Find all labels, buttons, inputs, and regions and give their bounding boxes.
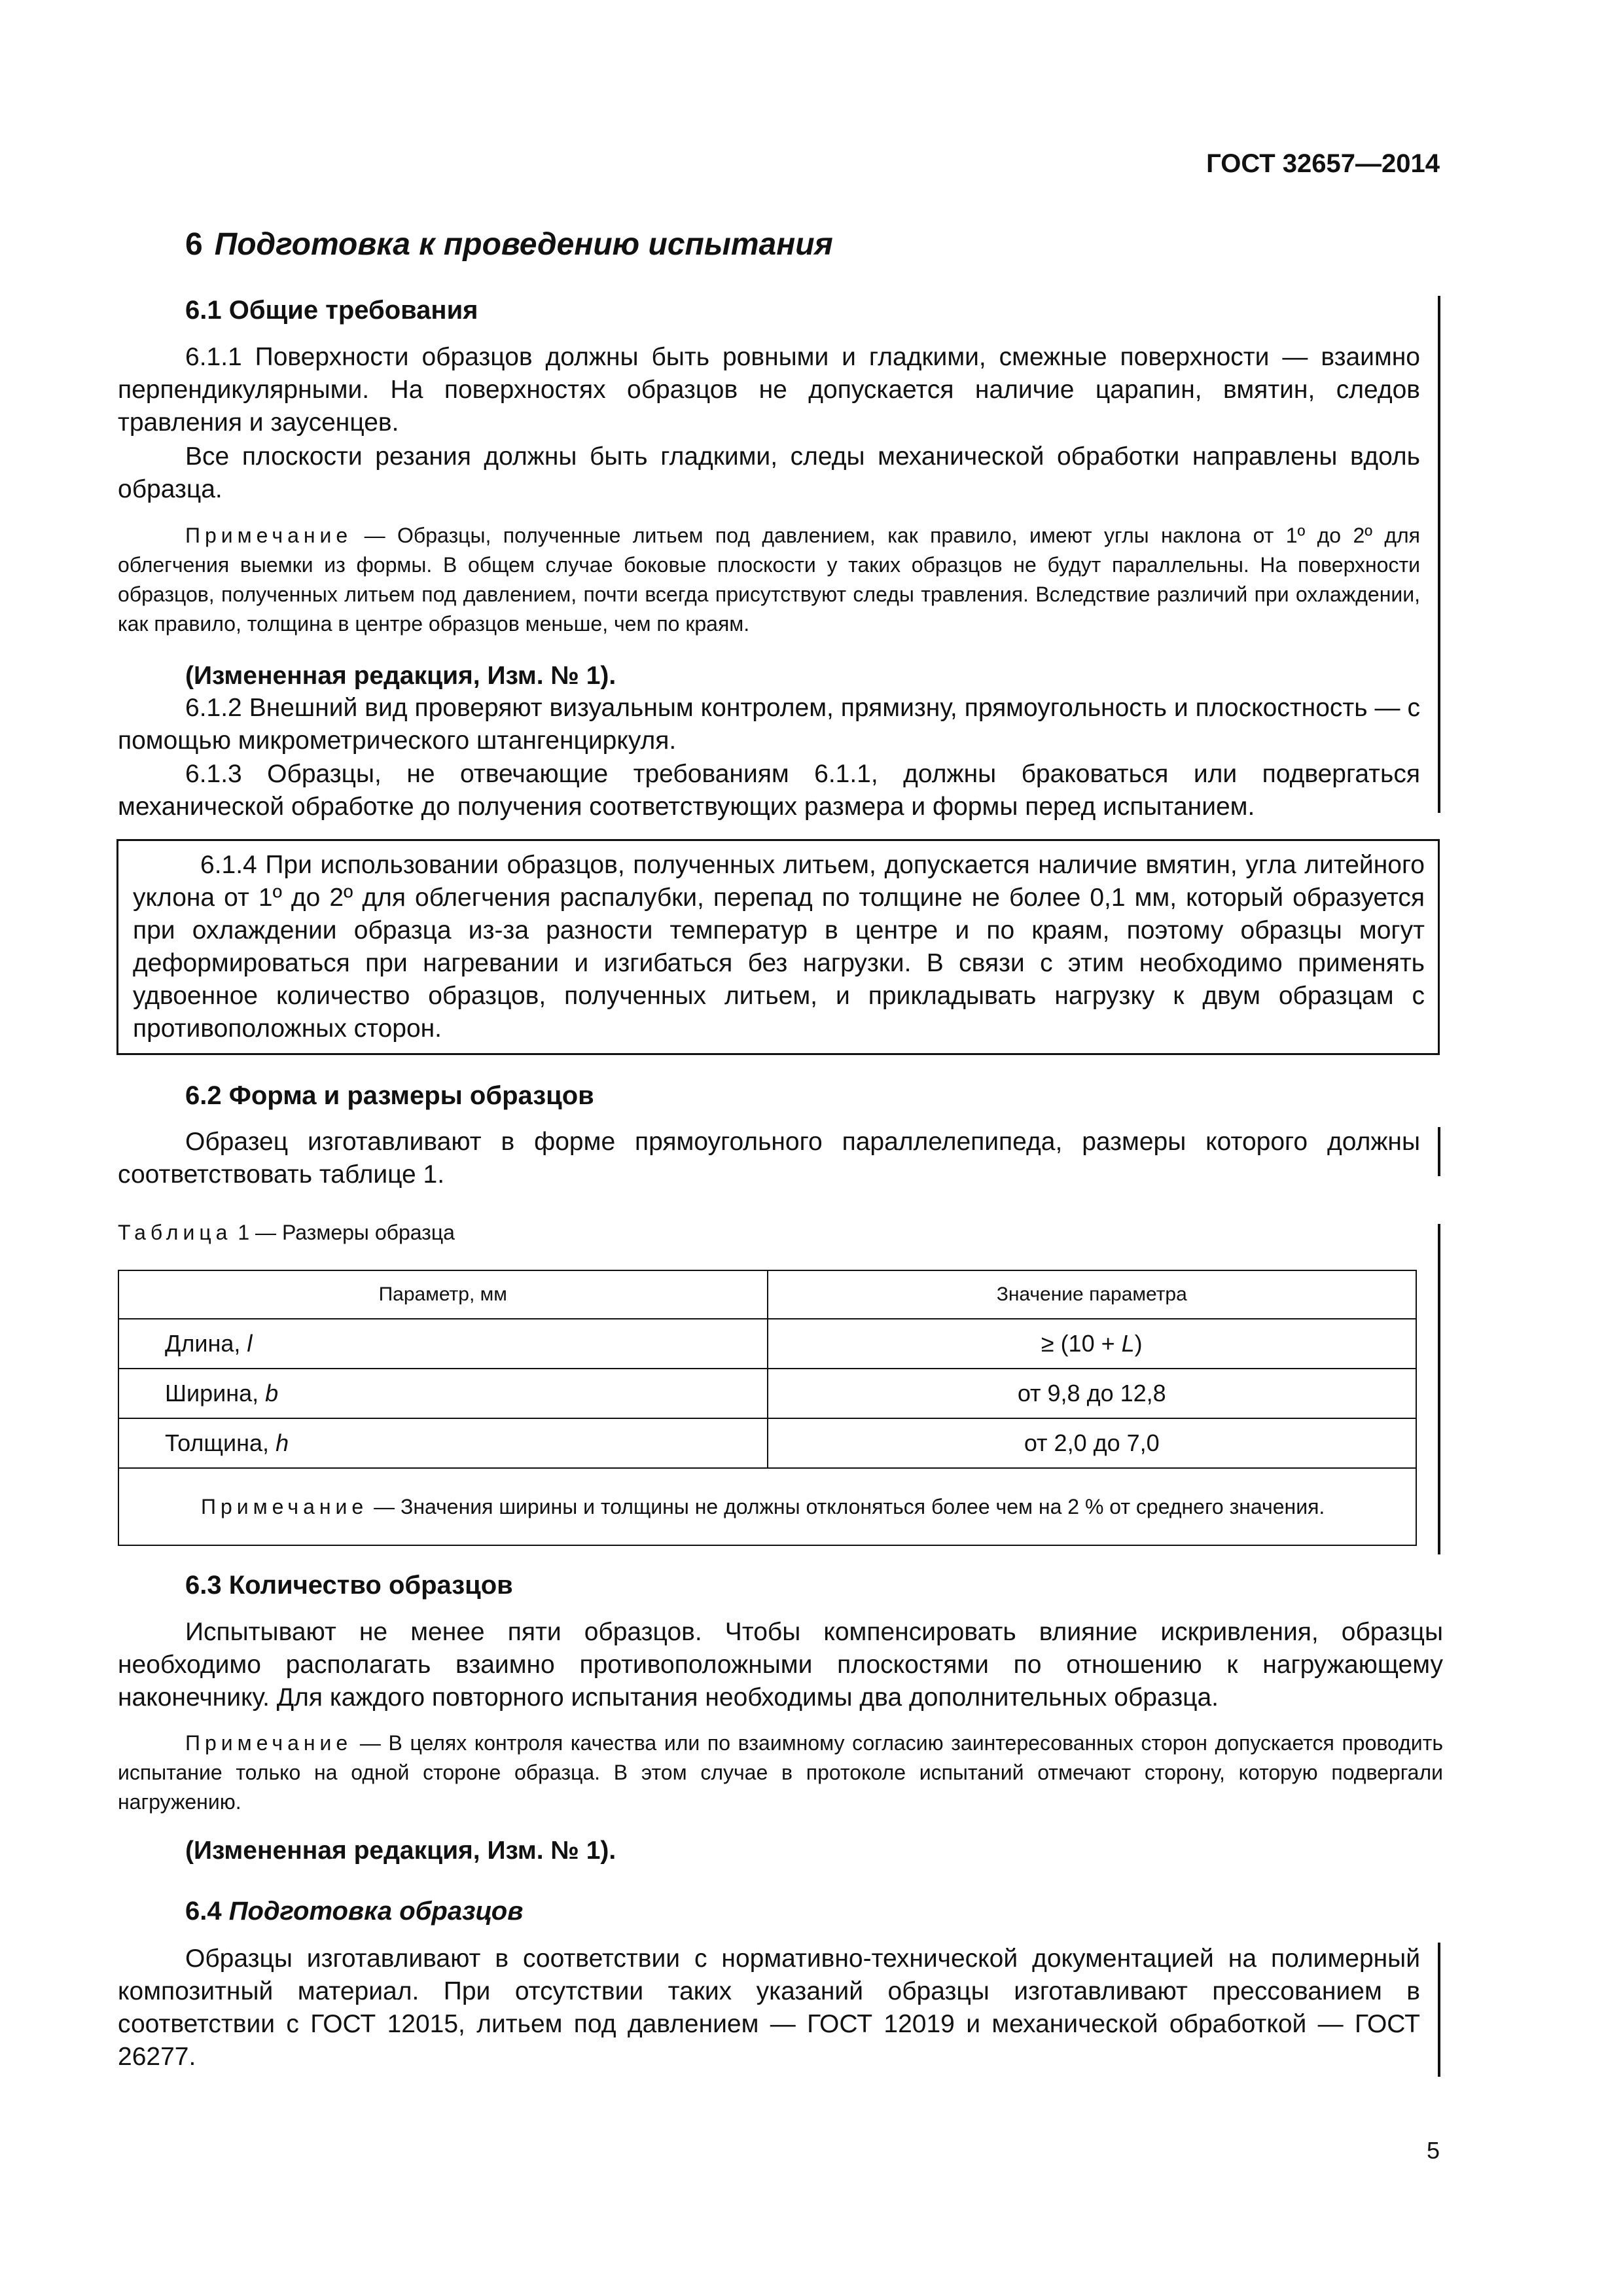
table-caption-label: Таблица xyxy=(118,1221,232,1244)
paragraph-6-2: Образец изготавливают в форме прямоугольного параллелепипеда, размеры которого должны соответствовать таблице 1. xyxy=(118,1128,1420,1189)
note-label: Примечание xyxy=(185,1731,353,1755)
note-text: — В целях контроля качества или по взаимному согласию заинтересованных сторон допускается проводить испытание только на одной стороне образца. В этом случае в протоколе испытаний отмечают сторону, которую подвергали нагружению. xyxy=(118,1731,1443,1814)
param-symbol: h xyxy=(276,1429,289,1456)
table-row xyxy=(118,1369,1416,1418)
standard-designation: ГОСТ 32657—2014 xyxy=(1206,149,1440,178)
value-suffix: ) xyxy=(1134,1330,1143,1357)
note-label: Примечание xyxy=(185,524,353,547)
table-caption-text: 1 — Размеры образца xyxy=(232,1221,455,1244)
value-symbol: L xyxy=(1121,1330,1135,1357)
column-header-parameter: Параметр, мм xyxy=(118,1270,768,1319)
page-number: 5 xyxy=(1426,2137,1440,2164)
change-bar xyxy=(1438,296,1440,813)
param-name: Толщина, xyxy=(165,1429,276,1456)
paragraph-6-3: Испытывают не менее пяти образцов. Чтобы компенсировать влияние искривления, образцы необходимо располагать взаимно противоположными плоскостями по отношению к нагружающему наконечнику. Для каждого повторного испытания необходимы два дополнительных образца. xyxy=(118,1618,1443,1712)
param-name: Длина, xyxy=(165,1330,247,1357)
param-name: Ширина, xyxy=(165,1380,266,1407)
section-title xyxy=(185,226,833,262)
note-6-3 xyxy=(118,1729,1443,1817)
change-bar xyxy=(1438,1127,1440,1176)
boxed-paragraph-6-1-4 xyxy=(116,839,1440,1055)
paragraph-6-1-3: 6.1.3 Образцы, не отвечающие требованиям 6.1.1, должны браковаться или подвергаться механической обработке до получения соответствующих размера и формы перед испытанием. xyxy=(118,760,1420,821)
paragraph-6-1-2: 6.1.2 Внешний вид проверяют визуальным контролем, прямизну, прямоугольность и плоскостность — с помощью микрометрического штангенциркуля. xyxy=(118,694,1420,755)
section-number: 6 xyxy=(185,227,203,262)
table-note-row xyxy=(118,1468,1416,1545)
column-header-value: Значение параметра xyxy=(768,1270,1417,1319)
value-prefix: ≥ (10 + xyxy=(1041,1330,1122,1357)
section-title-text: Подготовка к проведению испытания xyxy=(214,227,833,262)
amendment-note-6-1: (Измененная редакция, Изм. № 1). xyxy=(185,662,616,690)
table-caption xyxy=(118,1221,455,1245)
table-row xyxy=(118,1418,1416,1468)
heading-number: 6.4 xyxy=(185,1897,222,1926)
subsection-6-4-heading xyxy=(185,1897,523,1926)
table-note xyxy=(118,1468,1416,1545)
table-note-label: Примечание xyxy=(201,1495,368,1518)
param-cell xyxy=(118,1369,768,1418)
param-symbol: b xyxy=(265,1380,279,1407)
param-cell xyxy=(118,1418,768,1468)
table-row xyxy=(118,1319,1416,1369)
paragraph-6-1-4: 6.1.4 При использовании образцов, полученных литьем, допускается наличие вмятин, угла литейного уклона от 1º до 2º для облегчения распалубки, перепад по толщине не более 0,1 мм, который образуется при охлаждении образца из-за разности температур в центре и по краям, поэтому образцы могут деформироваться при нагревании и изгибаться без нагрузки. В связи с этим необходимо применять удвоенное количество образцов, полученных литьем, и прикладывать нагрузку к двум образцам с противоположных сторон. xyxy=(133,851,1425,1043)
value-cell: от 9,8 до 12,8 xyxy=(768,1369,1417,1418)
value-cell xyxy=(768,1319,1417,1369)
paragraph-cutting-planes: Все плоскости резания должны быть гладкими, следы механической обработки направлены вдоль образца. xyxy=(118,442,1420,503)
amendment-note-6-3: (Измененная редакция, Изм. № 1). xyxy=(185,1837,616,1865)
paragraph-6-4: Образцы изготавливают в соответствии с нормативно-технической документацией на полимерный композитный материал. При отсутствии таких указаний образцы изготавливают прессованием в соответствии с ГОСТ 12015, литьем под давлением — ГОСТ 12019 и механической обработкой — ГОСТ 26277. xyxy=(118,1945,1420,2071)
value-cell: от 2,0 до 7,0 xyxy=(768,1418,1417,1468)
table-note-text: — Значения ширины и толщины не должны отклоняться более чем на 2 % от среднего значения. xyxy=(368,1495,1325,1518)
change-bar xyxy=(1438,1224,1440,1554)
subsection-6-2-heading: 6.2 Форма и размеры образцов xyxy=(185,1081,594,1110)
paragraph-6-1-1: 6.1.1 Поверхности образцов должны быть ровными и гладкими, смежные поверхности — взаимно перпендикулярными. На поверхностях образцов не допускается наличие царапин, вмятин, следов травления и заусенцев. xyxy=(118,343,1420,437)
subsection-6-1-heading: 6.1 Общие требования xyxy=(185,296,478,325)
heading-text: Подготовка образцов xyxy=(228,1897,524,1926)
param-symbol: l xyxy=(247,1330,253,1357)
specimen-dimensions-table xyxy=(118,1270,1417,1546)
note-text: — Образцы, полученные литьем под давлением, как правило, имеют углы наклона от 1º до 2º для облегчения выемки из формы. В общем случае боковые плоскости у таких образцов не будут параллельны. На поверхности образцов, полученных литьем под давлением, почти всегда присутствуют следы травления. Вследствие различий при охлаждении, как правило, толщина в центре образцов меньше, чем по краям. xyxy=(118,524,1420,636)
table-header-row xyxy=(118,1270,1416,1319)
subsection-6-3-heading: 6.3 Количество образцов xyxy=(185,1571,513,1600)
change-bar xyxy=(1438,1943,1440,2077)
param-cell xyxy=(118,1319,768,1369)
note-6-1 xyxy=(118,521,1420,639)
